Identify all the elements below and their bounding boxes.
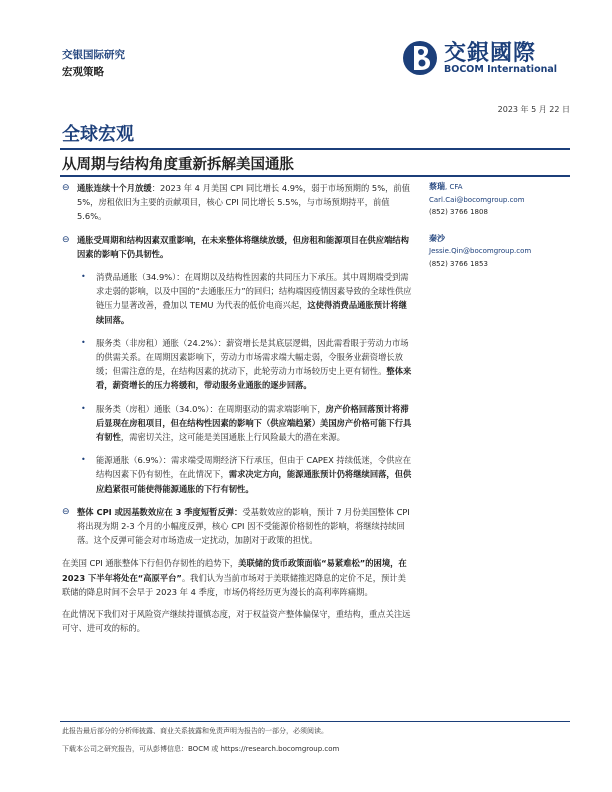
sub-bold: 这使得消费品通胀预计将继续回落。 <box>96 300 407 325</box>
logo-text-en: BOCOM International <box>444 64 558 75</box>
divider <box>60 148 570 150</box>
circled-minus-icon: ⊖ <box>62 234 70 245</box>
circled-minus-icon: ⊖ <box>62 183 70 193</box>
analyst-panel <box>429 181 579 284</box>
bullet-heading: 整体 CPI 或因基数效应在 3 季度短暂反弹： <box>77 506 243 517</box>
dot-icon: • <box>81 455 86 465</box>
sub-text: 服务类（非房租）通胀（24.2%）：薪资增长是其底层逻辑，因此需看眼于劳动力市场的供需关系。在周期因素影响下，劳动力市场需求端大幅走弱，令服务业薪资增长放缓；但需注意的是，在结构因素的扰动下，此轮劳动力市场较历史上更有韧性。 <box>96 337 409 377</box>
analyst-phone: (852) 3766 1808 <box>429 208 488 216</box>
bullet-inflation-slowdown <box>62 181 414 224</box>
dot-icon: • <box>81 403 86 413</box>
analyst-name: 蔡瑞 <box>429 182 445 191</box>
brand-name: 交银国际研究 <box>62 49 125 61</box>
footer-disclaimer: 此报告最后部分的分析师披露、商业关系披露和免责声明为报告的一部分，必须阅读。 <box>62 727 328 735</box>
circled-minus-icon: ⊖ <box>62 506 70 517</box>
paragraph-text: 在美国 CPI 通胀整体下行但仍存韧性的趋势下， <box>62 558 239 569</box>
sub-item-energy <box>62 453 414 496</box>
bullet-text: ：2023 年 4 月美国 CPI 同比增长 4.9%，弱于市场预期的 5%，前值 5%，房租依旧为主要的贡献项目，核心 CPI 同比增长 5.5%，与市场预期持平，前值 5.6%。 <box>77 183 410 222</box>
analyst-card <box>429 181 579 219</box>
analyst-email[interactable]: Jessie.Qin@bocomgroup.com <box>429 247 532 255</box>
sub-item-rent <box>62 402 414 445</box>
analyst-cert: , CFA <box>445 183 463 191</box>
report-date: 2023 年 5 月 22 日 <box>497 105 570 114</box>
bullet-heading: 通胀受周期和结构因素双重影响，在未来整体将继续放缓，但房租和能源项目在供应端结构因素的影响下仍具韧性。 <box>77 234 409 259</box>
analyst-email[interactable]: Carl.Cai@bocomgroup.com <box>429 195 525 204</box>
footer-divider <box>60 721 570 722</box>
sub-text: 服务类（房租）通胀（34.0%）：在周期驱动的需求端影响下， <box>96 403 326 414</box>
analyst-card <box>429 233 579 271</box>
paragraph-text: 在此情况下我们对于风险资产继续持谨慎态度，对于权益资产整体偏保守，重结构，重点关注远可守、进可攻的标的。 <box>62 609 411 634</box>
bullet-cpi-rebound <box>62 505 414 548</box>
dot-icon: • <box>81 272 86 282</box>
paragraph-tail: 。我们认为当前市场对于美联储推迟降息的定价不足，预计美联储的降息时间不会早于 2023 年 4 季度，市场仍将经历更为漫长的高利率阵痛期。 <box>62 572 406 597</box>
sub-bold: 整体来看，薪资增长的压力将缓和，带动服务业通胀的逐步回落。 <box>96 366 412 391</box>
dot-icon: • <box>81 337 86 347</box>
bocom-logo-icon <box>400 38 440 78</box>
bullet-text: 受基数效应的影响，预计 7 月份美国整体 CPI 将出现为期 2-3 个月的小幅度反弹，核心 CPI 因不受能源价格韧性的影响，将继续持续回落。这个反弹可能会对市场造成一定扰动，加剧对于政策的担忧。 <box>77 506 410 546</box>
paragraph-bold: 美联储的货币政策面临“易紧难松”的困境，在 2023 下半年将处在“高原平台” <box>62 558 407 583</box>
sub-bold: 房产价格回落预计将滞后显现在房租项目，但在结构性因素的影响下（供应端趋紧）美国房产价格可能下行具有韧性 <box>96 403 412 443</box>
report-title: 从周期与结构角度重新拆解美国通胀 <box>62 157 294 173</box>
section-title: 全球宏观 <box>62 124 134 145</box>
sub-bold: 需求决定方向，能源通胀预计仍将继续回落，但供应趋紧很可能使得能源通胀的下行有韧性。 <box>96 469 412 494</box>
logo-text-cn: 交銀國際 <box>444 41 537 66</box>
sub-tail: ，需密切关注，这可能是美国通胀上行风险最大的潜在来源。 <box>120 432 345 443</box>
sub-item-goods <box>62 270 414 327</box>
divider <box>60 175 570 177</box>
footer-download-info: 下载本公司之研究报告，可从彭博信息：BOCM 或 https://research.bocomgroup.com <box>62 745 340 753</box>
bullet-cycle-structure <box>62 233 414 261</box>
analyst-name: 秦沙 <box>429 233 445 243</box>
report-series: 宏观策略 <box>62 66 104 78</box>
report-body <box>62 181 414 643</box>
paragraph-asset-view <box>62 607 414 635</box>
analyst-phone: (852) 3766 1853 <box>429 259 488 268</box>
sub-text: 消费品通胀（34.9%）：在周期以及结构性因素的共同压力下承压。其中周期端受到需求走弱的影响，以及中国的“去通胀压力”的回归；结构端因疫情因素导致的全球性供应链压力显著改善，叠加以 TEMU 为代表的低价电商兴起， <box>96 272 412 311</box>
bullet-heading: 通胀连续十个月放缓 <box>77 183 152 193</box>
paragraph-fed-policy <box>62 556 414 599</box>
sub-text: 能源通胀（6.9%）：需求端受周期经济下行承压，但由于 CAPEX 持续低迷，令供应在结构因素下仍有韧性，在此情况下， <box>96 455 412 480</box>
sub-item-services <box>62 336 414 393</box>
